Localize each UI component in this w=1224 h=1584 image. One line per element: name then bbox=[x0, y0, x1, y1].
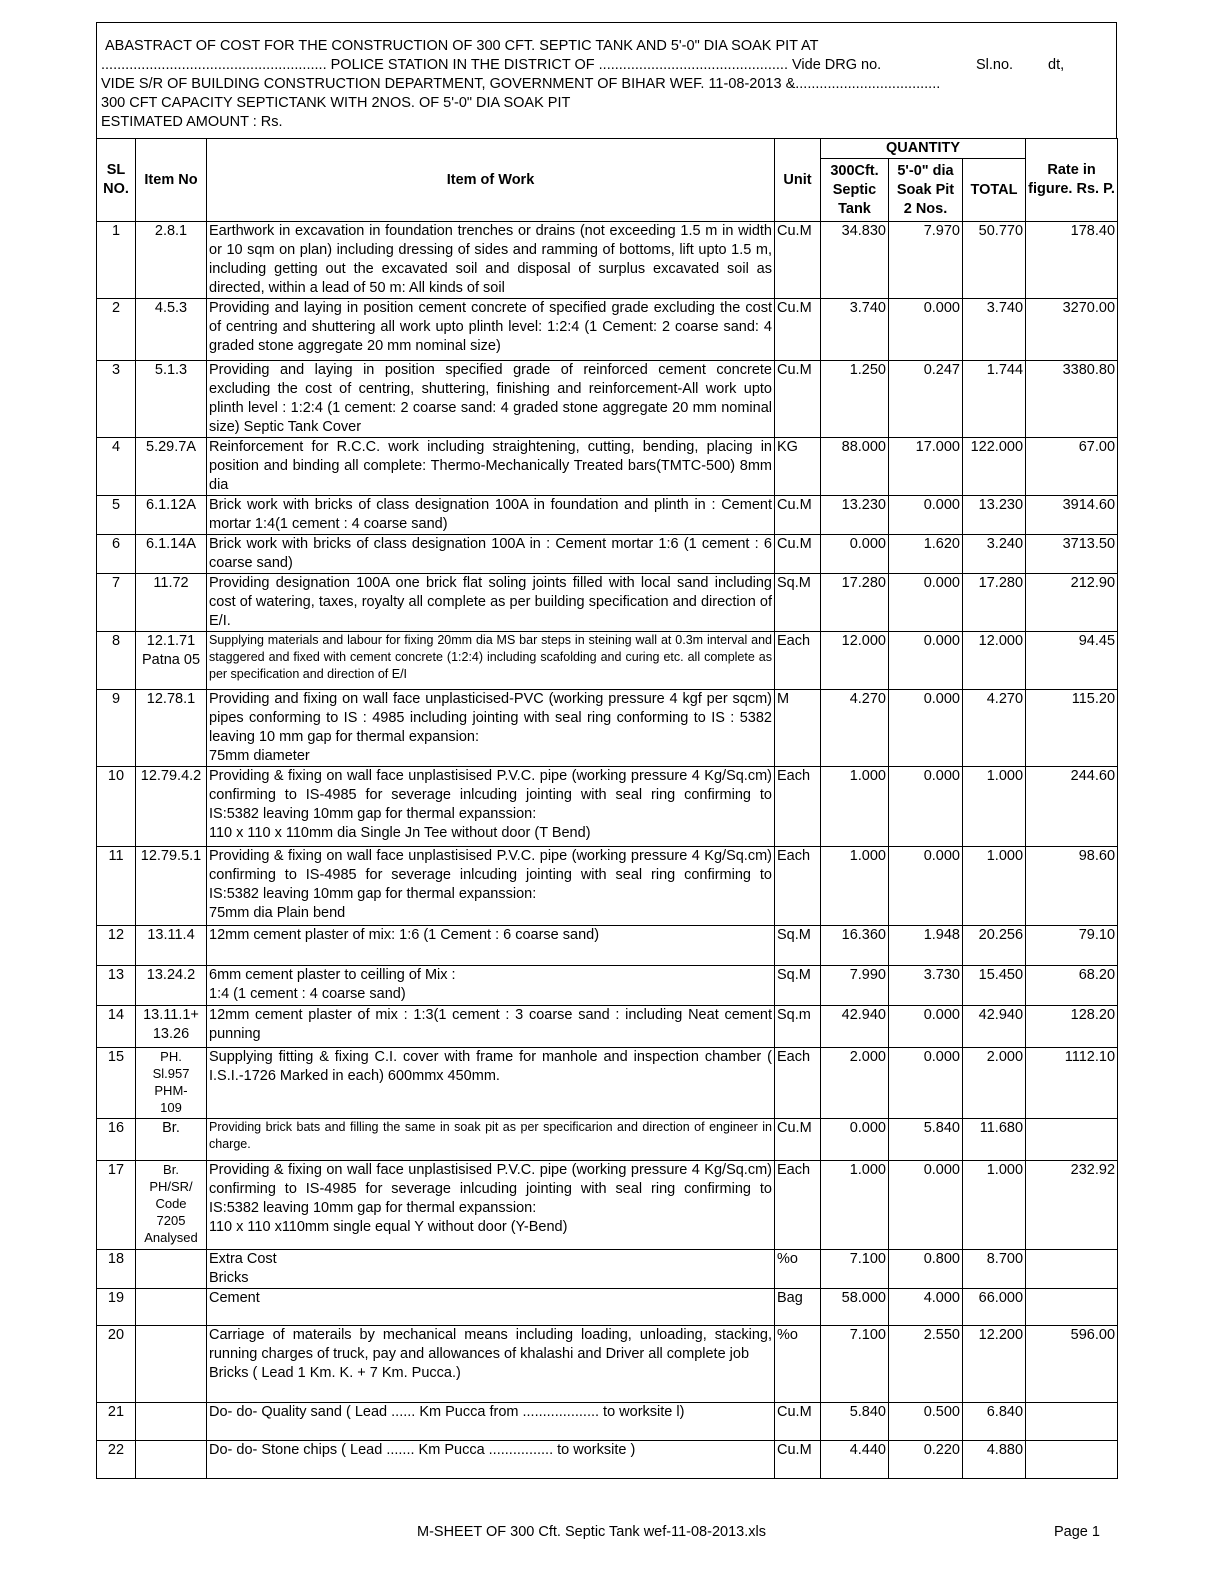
row-item-no: 11.72 bbox=[136, 574, 207, 632]
abstract-table bbox=[96, 138, 1118, 1479]
row-soak-qty: 2.550 bbox=[889, 1326, 963, 1403]
row-sl: 11 bbox=[97, 847, 136, 926]
table-row bbox=[97, 966, 1118, 1006]
col-sl: SL NO. bbox=[97, 139, 136, 222]
table-row bbox=[97, 535, 1118, 574]
row-item-no bbox=[136, 1403, 207, 1441]
row-total-qty: 12.000 bbox=[963, 632, 1026, 690]
table-row bbox=[97, 767, 1118, 847]
row-item-of-work: Providing designation 100A one brick flat soling joints filled with local sand including cost of watering, taxes, royalty all complete as per building specification and direction of E/I. bbox=[207, 574, 775, 632]
row-septic-qty: 34.830 bbox=[821, 222, 889, 299]
row-sl: 21 bbox=[97, 1403, 136, 1441]
row-unit: %o bbox=[775, 1326, 821, 1403]
row-item-no: 13.24.2 bbox=[136, 966, 207, 1006]
estimate-sheet bbox=[96, 22, 1117, 1479]
row-soak-qty: 0.000 bbox=[889, 574, 963, 632]
row-item-no bbox=[136, 1326, 207, 1403]
row-item-no: 13.11.4 bbox=[136, 926, 207, 966]
col-rate: Rate in figure. Rs. P. bbox=[1026, 139, 1118, 222]
row-soak-qty: 0.800 bbox=[889, 1250, 963, 1289]
table-row bbox=[97, 1289, 1118, 1326]
row-item-no: 6.1.14A bbox=[136, 535, 207, 574]
row-rate bbox=[1026, 1250, 1118, 1289]
row-rate: 178.40 bbox=[1026, 222, 1118, 299]
row-septic-qty: 1.250 bbox=[821, 361, 889, 438]
row-unit: KG bbox=[775, 438, 821, 496]
row-unit: Cu.M bbox=[775, 1441, 821, 1479]
row-septic-qty: 16.360 bbox=[821, 926, 889, 966]
row-total-qty: 17.280 bbox=[963, 574, 1026, 632]
row-item-no: 2.8.1 bbox=[136, 222, 207, 299]
row-item-of-work: Providing and laying in position cement concrete of specified grade excluding the cost of centring and shuttering all work upto plinth level: 1:2:4 (1 Cement: 2 coarse sand: 4 graded stone aggregate 20 mm nominal size) bbox=[207, 299, 775, 361]
row-septic-qty: 58.000 bbox=[821, 1289, 889, 1326]
row-unit: Sq.M bbox=[775, 926, 821, 966]
row-sl: 17 bbox=[97, 1161, 136, 1250]
row-unit: Cu.M bbox=[775, 1403, 821, 1441]
row-soak-qty: 3.730 bbox=[889, 966, 963, 1006]
row-soak-qty: 0.220 bbox=[889, 1441, 963, 1479]
row-item-of-work: Extra Cost Bricks bbox=[207, 1250, 775, 1289]
table-row bbox=[97, 574, 1118, 632]
row-total-qty: 122.000 bbox=[963, 438, 1026, 496]
row-rate: 244.60 bbox=[1026, 767, 1118, 847]
row-sl: 22 bbox=[97, 1441, 136, 1479]
table-row bbox=[97, 496, 1118, 535]
col-item-of-work: Item of Work bbox=[207, 139, 775, 222]
row-rate: 79.10 bbox=[1026, 926, 1118, 966]
table-row bbox=[97, 1048, 1118, 1119]
row-item-no bbox=[136, 1250, 207, 1289]
row-soak-qty: 0.000 bbox=[889, 847, 963, 926]
row-item-of-work: Brick work with bricks of class designation 100A in : Cement mortar 1:6 (1 cement : 6 coarse sand) bbox=[207, 535, 775, 574]
row-item-of-work: 12mm cement plaster of mix : 1:3(1 cement : 3 coarse sand : including Neat cement punning bbox=[207, 1006, 775, 1048]
row-total-qty: 66.000 bbox=[963, 1289, 1026, 1326]
row-soak-qty: 0.000 bbox=[889, 1048, 963, 1119]
row-septic-qty: 1.000 bbox=[821, 767, 889, 847]
row-septic-qty: 0.000 bbox=[821, 1119, 889, 1161]
row-sl: 18 bbox=[97, 1250, 136, 1289]
row-sl: 1 bbox=[97, 222, 136, 299]
row-total-qty: 20.256 bbox=[963, 926, 1026, 966]
row-total-qty: 1.000 bbox=[963, 847, 1026, 926]
row-soak-qty: 0.000 bbox=[889, 1006, 963, 1048]
row-total-qty: 12.200 bbox=[963, 1326, 1026, 1403]
row-unit: Cu.M bbox=[775, 361, 821, 438]
row-unit: Each bbox=[775, 632, 821, 690]
row-soak-qty: 1.620 bbox=[889, 535, 963, 574]
row-total-qty: 3.240 bbox=[963, 535, 1026, 574]
table-row bbox=[97, 690, 1118, 767]
row-unit: Sq.M bbox=[775, 574, 821, 632]
row-total-qty: 3.740 bbox=[963, 299, 1026, 361]
row-septic-qty: 7.990 bbox=[821, 966, 889, 1006]
row-septic-qty: 7.100 bbox=[821, 1250, 889, 1289]
footer-filename: M-SHEET OF 300 Cft. Septic Tank wef-11-08-2013.xls bbox=[417, 1524, 766, 1540]
table-row bbox=[97, 1326, 1118, 1403]
header-location-text: ........................................................ POLICE STATION IN THE DISTRICT OF ............................................... Vide DRG no. bbox=[101, 57, 882, 73]
header-capacity: 300 CFT CAPACITY SEPTICTANK WITH 2NOS. OF 5'-0" DIA SOAK PIT bbox=[101, 95, 571, 111]
row-item-no: Br. PH/SR/ Code 7205 Analysed bbox=[136, 1161, 207, 1250]
row-septic-qty: 1.000 bbox=[821, 1161, 889, 1250]
row-soak-qty: 0.000 bbox=[889, 690, 963, 767]
row-rate: 67.00 bbox=[1026, 438, 1118, 496]
document-header bbox=[96, 22, 1117, 138]
row-item-no: 4.5.3 bbox=[136, 299, 207, 361]
row-unit: Cu.M bbox=[775, 496, 821, 535]
row-item-no: PH. Sl.957 PHM- 109 bbox=[136, 1048, 207, 1119]
row-item-of-work: Earthwork in excavation in foundation trenches or drains (not exceeding 1.5 m in width or 10 sqm on plan) including dressing of sides and ramming of bottoms, lift upto 1.5 m, including getting out the excavated soil and disposal of surplus excavated soil as directed, within a lead of 50 m: All kinds of soil bbox=[207, 222, 775, 299]
row-sl: 2 bbox=[97, 299, 136, 361]
table-row bbox=[97, 1250, 1118, 1289]
table-row bbox=[97, 1006, 1118, 1048]
row-sl: 16 bbox=[97, 1119, 136, 1161]
row-rate: 1112.10 bbox=[1026, 1048, 1118, 1119]
row-septic-qty: 4.440 bbox=[821, 1441, 889, 1479]
row-rate bbox=[1026, 1403, 1118, 1441]
col-septic: 300Cft. Septic Tank bbox=[821, 159, 889, 222]
row-total-qty: 1.000 bbox=[963, 767, 1026, 847]
row-item-of-work: Providing & fixing on wall face unplastisised P.V.C. pipe (working pressure 4 Kg/Sq.cm) confirming to IS-4985 for severage inlcuding jointing with seal ring confirming to IS:5382 leaving 10mm gap for thermal expanssion: 110 x 110 x110mm single equal Y without door (Y-Bend) bbox=[207, 1161, 775, 1250]
row-unit: Cu.M bbox=[775, 222, 821, 299]
row-sl: 12 bbox=[97, 926, 136, 966]
row-unit: Cu.M bbox=[775, 299, 821, 361]
row-item-of-work: Providing and fixing on wall face unplasticised-PVC (working pressure 4 kgf per sqcm) pipes conforming to IS : 4985 including jointing with seal ring conforming to IS : 5382 leaving 10 mm gap for thermal expansion: 75mm diameter bbox=[207, 690, 775, 767]
row-septic-qty: 5.840 bbox=[821, 1403, 889, 1441]
row-item-of-work: Reinforcement for R.C.C. work including straightening, cutting, bending, placing in position and binding all complete: Thermo-Mechanically Treated bars(TMTC-500) 8mm dia bbox=[207, 438, 775, 496]
table-row bbox=[97, 1441, 1118, 1479]
row-item-no: 6.1.12A bbox=[136, 496, 207, 535]
row-sl: 3 bbox=[97, 361, 136, 438]
row-total-qty: 15.450 bbox=[963, 966, 1026, 1006]
row-sl: 4 bbox=[97, 438, 136, 496]
row-total-qty: 13.230 bbox=[963, 496, 1026, 535]
table-row bbox=[97, 222, 1118, 299]
row-item-of-work: Supplying fitting & fixing C.I. cover with frame for manhole and inspection chamber ( I.S.I.-1726 Marked in each) 600mmx 450mm. bbox=[207, 1048, 775, 1119]
table-row bbox=[97, 438, 1118, 496]
row-item-of-work: Providing brick bats and filling the same in soak pit as per specificarion and direction of engineer in charge. bbox=[207, 1119, 775, 1161]
row-item-no: Br. bbox=[136, 1119, 207, 1161]
table-row bbox=[97, 847, 1118, 926]
row-septic-qty: 1.000 bbox=[821, 847, 889, 926]
row-rate bbox=[1026, 1289, 1118, 1326]
row-soak-qty: 1.948 bbox=[889, 926, 963, 966]
row-unit: %o bbox=[775, 1250, 821, 1289]
row-rate: 68.20 bbox=[1026, 966, 1118, 1006]
row-septic-qty: 17.280 bbox=[821, 574, 889, 632]
row-rate: 128.20 bbox=[1026, 1006, 1118, 1048]
header-location bbox=[101, 56, 1112, 75]
row-item-no: 13.11.1+ 13.26 bbox=[136, 1006, 207, 1048]
row-sl: 14 bbox=[97, 1006, 136, 1048]
row-item-of-work: Carriage of materails by mechanical means including loading, unloading, stacking, running charges of truck, pay and allowances of khalashi and Driver all complete job Bricks ( Lead 1 Km. K. + 7 Km. Pucca.) bbox=[207, 1326, 775, 1403]
row-item-no: 12.79.4.2 bbox=[136, 767, 207, 847]
row-soak-qty: 0.000 bbox=[889, 299, 963, 361]
table-row bbox=[97, 926, 1118, 966]
row-rate: 232.92 bbox=[1026, 1161, 1118, 1250]
row-unit: Bag bbox=[775, 1289, 821, 1326]
row-item-of-work: Providing and laying in position specified grade of reinforced cement concrete excluding the cost of centring, shuttering, finishing and reinforcement-All work upto plinth level : 1:2:4 (1 cement: 2 coarse sand: 4 graded stone aggregate 20 mm nominal size) Septic Tank Cover bbox=[207, 361, 775, 438]
row-soak-qty: 7.970 bbox=[889, 222, 963, 299]
row-soak-qty: 5.840 bbox=[889, 1119, 963, 1161]
row-sl: 6 bbox=[97, 535, 136, 574]
row-unit: M bbox=[775, 690, 821, 767]
row-septic-qty: 0.000 bbox=[821, 535, 889, 574]
row-total-qty: 6.840 bbox=[963, 1403, 1026, 1441]
row-total-qty: 42.940 bbox=[963, 1006, 1026, 1048]
row-total-qty: 2.000 bbox=[963, 1048, 1026, 1119]
row-total-qty: 8.700 bbox=[963, 1250, 1026, 1289]
row-rate: 596.00 bbox=[1026, 1326, 1118, 1403]
row-rate: 98.60 bbox=[1026, 847, 1118, 926]
table-row bbox=[97, 1161, 1118, 1250]
row-item-of-work: Do- do- Quality sand ( Lead ...... Km Pucca from ................... to worksite l) bbox=[207, 1403, 775, 1441]
table-row bbox=[97, 1119, 1118, 1161]
row-item-no: 5.1.3 bbox=[136, 361, 207, 438]
row-sl: 20 bbox=[97, 1326, 136, 1403]
row-item-no bbox=[136, 1441, 207, 1479]
row-total-qty: 11.680 bbox=[963, 1119, 1026, 1161]
row-unit: Each bbox=[775, 767, 821, 847]
table-row bbox=[97, 361, 1118, 438]
row-septic-qty: 12.000 bbox=[821, 632, 889, 690]
header-date: dt, bbox=[1048, 57, 1065, 73]
row-sl: 5 bbox=[97, 496, 136, 535]
row-soak-qty: 4.000 bbox=[889, 1289, 963, 1326]
row-total-qty: 1.744 bbox=[963, 361, 1026, 438]
row-sl: 15 bbox=[97, 1048, 136, 1119]
row-rate: 3270.00 bbox=[1026, 299, 1118, 361]
row-rate: 3914.60 bbox=[1026, 496, 1118, 535]
table-row bbox=[97, 299, 1118, 361]
row-sl: 10 bbox=[97, 767, 136, 847]
col-unit: Unit bbox=[775, 139, 821, 222]
footer-page-number: Page 1 bbox=[1054, 1524, 1100, 1540]
col-quantity: QUANTITY bbox=[821, 139, 1026, 159]
row-rate: 115.20 bbox=[1026, 690, 1118, 767]
row-item-of-work: 6mm cement plaster to ceilling of Mix : 1:4 (1 cement : 4 coarse sand) bbox=[207, 966, 775, 1006]
row-septic-qty: 4.270 bbox=[821, 690, 889, 767]
row-sl: 8 bbox=[97, 632, 136, 690]
row-item-no: 12.1.71 Patna 05 bbox=[136, 632, 207, 690]
row-septic-qty: 42.940 bbox=[821, 1006, 889, 1048]
row-unit: Each bbox=[775, 1161, 821, 1250]
row-item-no: 5.29.7A bbox=[136, 438, 207, 496]
row-septic-qty: 2.000 bbox=[821, 1048, 889, 1119]
row-sl: 19 bbox=[97, 1289, 136, 1326]
row-rate bbox=[1026, 1441, 1118, 1479]
row-rate: 94.45 bbox=[1026, 632, 1118, 690]
row-item-no: 12.79.5.1 bbox=[136, 847, 207, 926]
row-item-of-work: Brick work with bricks of class designation 100A in foundation and plinth in : Cement mortar 1:4(1 cement : 4 coarse sand) bbox=[207, 496, 775, 535]
row-soak-qty: 0.000 bbox=[889, 767, 963, 847]
row-unit: Cu.M bbox=[775, 535, 821, 574]
row-total-qty: 4.880 bbox=[963, 1441, 1026, 1479]
row-total-qty: 4.270 bbox=[963, 690, 1026, 767]
col-item-no: Item No bbox=[136, 139, 207, 222]
row-rate: 3380.80 bbox=[1026, 361, 1118, 438]
row-soak-qty: 0.000 bbox=[889, 496, 963, 535]
row-unit: Each bbox=[775, 847, 821, 926]
row-total-qty: 1.000 bbox=[963, 1161, 1026, 1250]
col-total: TOTAL bbox=[963, 159, 1026, 222]
row-unit: Each bbox=[775, 1048, 821, 1119]
row-sl: 7 bbox=[97, 574, 136, 632]
row-total-qty: 50.770 bbox=[963, 222, 1026, 299]
header-estimated-amount: ESTIMATED AMOUNT : Rs. bbox=[101, 114, 283, 130]
row-item-of-work: Do- do- Stone chips ( Lead ....... Km Pucca ................ to worksite ) bbox=[207, 1441, 775, 1479]
row-item-of-work: Cement bbox=[207, 1289, 775, 1326]
table-row bbox=[97, 632, 1118, 690]
row-item-no bbox=[136, 1289, 207, 1326]
row-soak-qty: 0.000 bbox=[889, 1161, 963, 1250]
row-sl: 13 bbox=[97, 966, 136, 1006]
row-sl: 9 bbox=[97, 690, 136, 767]
row-item-of-work: Providing & fixing on wall face unplastisised P.V.C. pipe (working pressure 4 Kg/Sq.cm) confirming to IS-4985 for severage inlcuding jointing with seal ring confirming to IS:5382 leaving 10mm gap for thermal expanssion: 75mm dia Plain bend bbox=[207, 847, 775, 926]
row-unit: Sq.m bbox=[775, 1006, 821, 1048]
header-title: ABASTRACT OF COST FOR THE CONSTRUCTION OF 300 CFT. SEPTIC TANK AND 5'-0" DIA SOAK PIT AT bbox=[105, 38, 819, 54]
col-soak: 5'-0" dia Soak Pit 2 Nos. bbox=[889, 159, 963, 222]
table-row bbox=[97, 1403, 1118, 1441]
row-septic-qty: 13.230 bbox=[821, 496, 889, 535]
row-rate bbox=[1026, 1119, 1118, 1161]
row-soak-qty: 0.500 bbox=[889, 1403, 963, 1441]
row-item-of-work: Supplying materials and labour for fixing 20mm dia MS bar steps in steining wall at 0.3m interval and staggered and fixed with cement concrete (1:2:4) including scafolding and curing etc. all complete as per specification and direction of E/I bbox=[207, 632, 775, 690]
row-rate: 3713.50 bbox=[1026, 535, 1118, 574]
row-septic-qty: 7.100 bbox=[821, 1326, 889, 1403]
row-item-no: 12.78.1 bbox=[136, 690, 207, 767]
row-soak-qty: 17.000 bbox=[889, 438, 963, 496]
header-slno: Sl.no. bbox=[976, 57, 1014, 73]
row-item-of-work: 12mm cement plaster of mix: 1:6 (1 Cement : 6 coarse sand) bbox=[207, 926, 775, 966]
row-rate: 212.90 bbox=[1026, 574, 1118, 632]
row-septic-qty: 88.000 bbox=[821, 438, 889, 496]
row-unit: Cu.M bbox=[775, 1119, 821, 1161]
row-septic-qty: 3.740 bbox=[821, 299, 889, 361]
header-reference: VIDE S/R OF BUILDING CONSTRUCTION DEPARTMENT, GOVERNMENT OF BIHAR WEF. 11-08-2013 &.................................... bbox=[101, 76, 941, 92]
row-soak-qty: 0.000 bbox=[889, 632, 963, 690]
row-unit: Sq.M bbox=[775, 966, 821, 1006]
row-soak-qty: 0.247 bbox=[889, 361, 963, 438]
row-item-of-work: Providing & fixing on wall face unplastisised P.V.C. pipe (working pressure 4 Kg/Sq.cm) confirming to IS-4985 for severage inlcuding jointing with seal ring confirming to IS:5382 leaving 10mm gap for thermal expanssion: 110 x 110 x 110mm dia Single Jn Tee without door (T Bend) bbox=[207, 767, 775, 847]
